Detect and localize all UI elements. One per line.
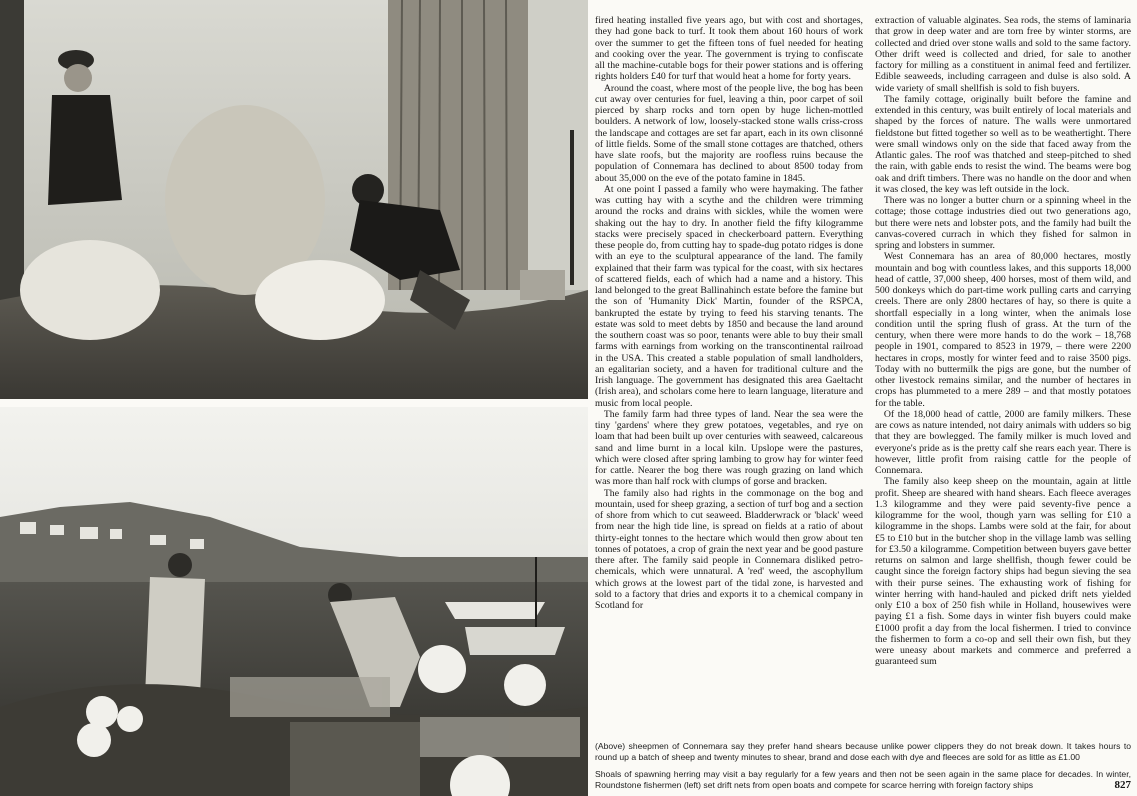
photo-caption-shearing: (Above) sheepmen of Connemara say they prefer hand shears because unlike power clippers they do not break down. It takes hours to round up a batch of sheep and twenty minutes to shear, brand and dose each with dye and fleeces are sold for as little as £1.00 xyxy=(595,741,1131,762)
paragraph: Around the coast, where most of the people live, the bog has been cut away over centuries for fuel, leaving a thin, poor carpet of soil pierced by sharp rocks and torn open by huge lichen-mottled boulders. A network of low, loosely-stacked stone walls criss-cross the landscape and cottages are set far apart, each in its own clisonné of little fields. Some of the small stone cottages are thatched, others have slate roofs, but the majority are roofless ruins because the population of Connemara has declined to about 8500 today from about 35,000 on the eve of the potato famine in 1845. xyxy=(595,82,863,184)
paragraph: The family also keep sheep on the mountain, again at little profit. Sheep are sheared with hand shears. Each fleece averages 1.3 kilogramme and they were paid seventy-five pence a kilogramme for the wool, though yarn was selling for £10 a kilogramme in the shops. Lambs were sold at the fair, for about £5 to £10 but in the butcher shop in the village lamb was selling for £3.50 a kilogramme. Competition between buyers gave better returns on salmon and large shellfish, though fewer could be caught since the foreign factory ships had begun sieving the sea with their purse seines. The exhausting work of fishing for winter herring with hand-hauled and picked drift nets yielded only £10 a box of 250 fish while in Holland, housewives were paying £1 a fish. Some days in winter fish buyers could make £1000 profit a day from the local fishermen. I tried to convince the fishermen to form a co-op and sell their own fish, but they were uneasy about markets and commerce and preferred a guaranteed sum xyxy=(875,476,1131,668)
paragraph: There was no longer a butter churn or a spinning wheel in the cottage; those cottage industries died out two generations ago, but there were nets and lobster pots, and the family had built the canvas-covered currach in which they fished for salmon in spring and lobsters in summer. xyxy=(875,195,1131,251)
paragraph: The family cottage, originally built before the famine and extended in this century, was built entirely of local materials and shaped by the forces of nature. The walls were unmortared fieldstone but fitted together so well as to be weathertight. There were small windows only on the side that faced away from the Atlantic gales. The roof was thatched and steep-pitched to shed the rain, with gable ends to resist the wind. The beams were bog oak and drift timbers. There was no handle on the door and when it was closed, the key was left outside in the lock. xyxy=(875,93,1131,195)
paragraph: extraction of valuable alginates. Sea rods, the stems of laminaria that grow in deep water and are torn free by winter storms, are collected and dried over stone walls and sold to the same factory. Other drift weed is collected and dried, for sale to another factory for milling as a constituent in animal feed and fertilizer. Edible seaweeds, including carrageen and dulse is also sold. A wide variety of small shellfish is sold to fish buyers. xyxy=(875,15,1131,94)
paragraph: West Connemara has an area of 80,000 hectares, mostly mountain and bog with countless lakes, and this supports 18,000 head of cattle, 37,000 sheep, 400 horses, most of them wild, and 500 donkeys which do part-time work pulling carts and carrying creels. There are only 2800 hectares of hay, so there is quite a shortfall especially in a long winter, when the animals lose condition until the spring flush of grass. At the turn of the century, when there were more hands to do the work – 18,768 people in 1901, compared to 8523 in 1979, – there were 2200 hectares in crops, mostly for winter feed and to raise 3500 pigs. Today with no buttermilk the pigs are gone, but the number of other livestock remains similar, and the number of hectares in crops has plummeted to a mere 289 – and that mostly potatoes for the table. xyxy=(875,251,1131,409)
article-column-left xyxy=(595,15,863,737)
paragraph: fired heating installed five years ago, but with cost and shortages, they had gone back to turf. It took them about 160 hours of work over the summer to get the fifteen tons of fuel needed for heating and cooking over the year. The government is trying to confiscate all the machine-cutable bogs for their power stations and is offering rights holders £40 for turf that would heat a home for forty years. xyxy=(595,15,863,83)
sheep-shearing-image xyxy=(0,0,588,399)
paragraph: The family farm had three types of land. Near the sea were the tiny 'gardens' where they grew potatoes, vegetables, and rye on loam that had been built up over centuries with seaweed, calcareous sand and lime burnt in a local kiln. Upslope were the pastures, which were closed after spring lambing to grow hay for winter feed for cattle. Nearer the bog there was rough grazing on land which was more than half rock with clumps of gorse and bracken. xyxy=(595,408,863,488)
paragraph: At one point I passed a family who were haymaking. The father was cutting hay with a scythe and the children were trimming around the rocks and drains with sickles, while the women were shaking out the hay to dry. In another field the fifty kilogramme stacks were precisely spaced in checkerboard pattern. Everything these people do, from cutting hay to spade-dug potato ridges is done with an eye to the sculptural appearance of the land. The family explained that their farm was typical for the coast, with six hectares of scattered fields, each of which had a name and a history. This land belonged to the great Ballinahinch estate before the famine but the son of 'Humanity Dick' Martin, founder of the RSPCA, bankrupted the estate by trying to feed his starving tenants. The estate was sold to meet debts by 1850 and because the land around the southern coast was so poor, tenants were able to buy their small farms with earnings from working on the transcontinental railroad in the USA. This created a stable population of small landholders, an egalitarian society, and a haven for traditional culture and the Irish language. The government has designated this area Gaeltacht (Irish area), and scholars come here to learn language, literature and music from local people. xyxy=(595,183,863,409)
article-column-right xyxy=(875,15,1131,737)
photo-caption-herring: Shoals of spawning herring may visit a bay regularly for a few years and then not be seen again in the same place for decades. In winter, Roundstone fishermen (left) set drift nets from open boats and compete for scarce herring with foreign factory ships xyxy=(595,769,1131,790)
page-number: 827 xyxy=(1114,779,1131,791)
herring-fishermen-image xyxy=(0,407,588,796)
paragraph: The family also had rights in the commonage on the bog and mountain, used for sheep grazing, a section of turf bog and a section of shore from which to cut seaweed. Bladderwrack or 'black' weed from near the high tide line, is spread on fields at a ratio of about thirty-eight tonnes to the hectare which would then grow about ten tonnes of potatoes, a crop of grain the next year and be good pasture there after. The family said people in Connemara disliked petro-chemicals, which were unnatural. A 'red' weed, the ascophyllum which grows at the lowest part of the tidal zone, is harvested and sold to a factory that dries and exports it to a chemical company in Scotland for xyxy=(595,487,863,611)
photo-sheep-shearing xyxy=(0,0,588,399)
paragraph: Of the 18,000 head of cattle, 2000 are family milkers. These are cows as nature intended, not dairy animals with udders so big that they are bowlegged. The family milker is much loved and everyone's pride as is the pretty calf she rears each year. There is however, little profit from raising cattle for the people of Connemara. xyxy=(875,408,1131,476)
photo-herring-fishermen xyxy=(0,407,588,796)
